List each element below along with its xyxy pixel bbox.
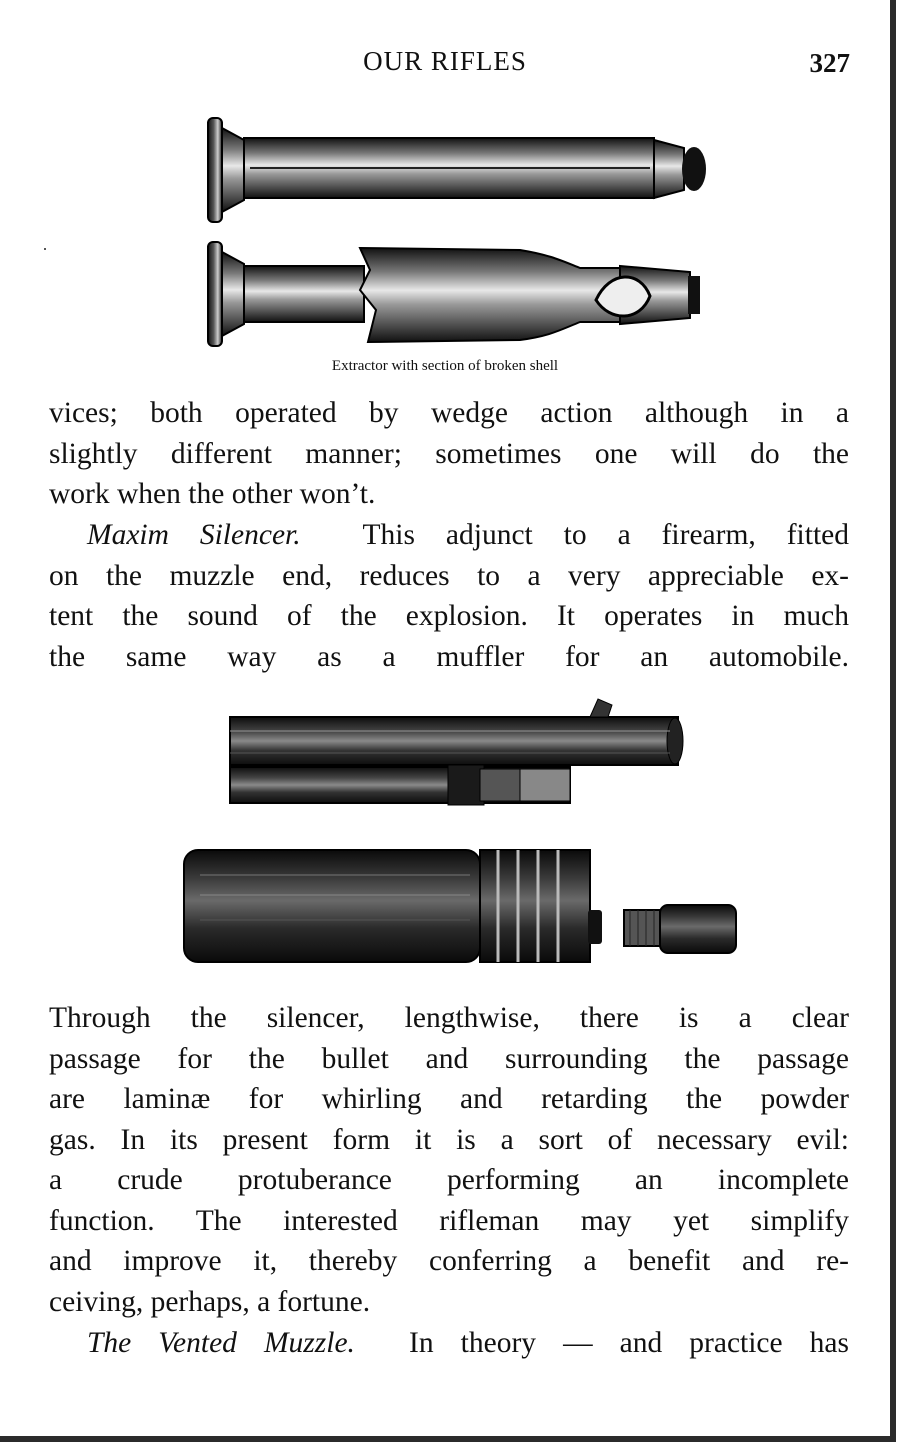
paragraph-vented-muzzle: [49, 1323, 849, 1364]
text-line: work when the other won’t.: [49, 478, 376, 510]
text-line: [49, 515, 849, 556]
rifle-barrel: [230, 699, 683, 805]
text-line: vices; both operated by wedge action although in a: [49, 397, 849, 429]
paragraph-continuation: [49, 393, 849, 515]
text-run: This adjunct to a firearm, fitted: [362, 519, 849, 551]
page-title: OUR RIFLES: [363, 46, 527, 76]
text-line: a crude protuberance performing an incomplete: [49, 1164, 849, 1196]
paragraph-silencer-description: [49, 998, 849, 1322]
text-line: are laminæ for whirling and retarding the powder: [49, 1083, 849, 1115]
running-head: [0, 46, 890, 82]
text-line: Through the silencer, lengthwise, there is a clear: [49, 1002, 849, 1034]
extractor-top: [208, 118, 706, 222]
text-line: tent the sound of the explosion. It operates in much: [49, 600, 849, 632]
text-line: function. The interested rifleman may yet simplify: [49, 1204, 849, 1237]
figure-caption: Extractor with section of broken shell: [331, 358, 559, 374]
section-heading: Maxim Silencer.: [87, 519, 301, 551]
text-line: the same way as a muffler for an automobile.: [49, 640, 849, 673]
text-line: slightly different manner; sometimes one will do the: [49, 437, 849, 470]
text-line: gas. In its present form it is a sort of necessary evil:: [49, 1123, 849, 1156]
text-line: and improve it, thereby conferring a benefit and re-: [49, 1245, 849, 1277]
text-line: ceiving, perhaps, a fortune.: [49, 1285, 371, 1318]
scan-speck: [44, 248, 46, 250]
extractor-illustration: [200, 110, 710, 355]
section-heading: The Vented Muzzle.: [87, 1327, 355, 1359]
text-line: passage for the bullet and surrounding the passage: [49, 1042, 849, 1075]
text-run: In theory — and practice has: [409, 1327, 849, 1359]
paragraph-maxim-silencer: [49, 515, 849, 677]
text-line: [49, 1323, 849, 1364]
text-line: on the muzzle end, reduces to a very appreciable ex-: [49, 559, 849, 592]
silencer-end-cap: [624, 905, 736, 953]
extractor-with-broken-shell: [208, 242, 700, 346]
page-number: 327: [809, 48, 850, 78]
silencer-body: [184, 850, 602, 962]
silencer-illustration: [180, 695, 750, 970]
